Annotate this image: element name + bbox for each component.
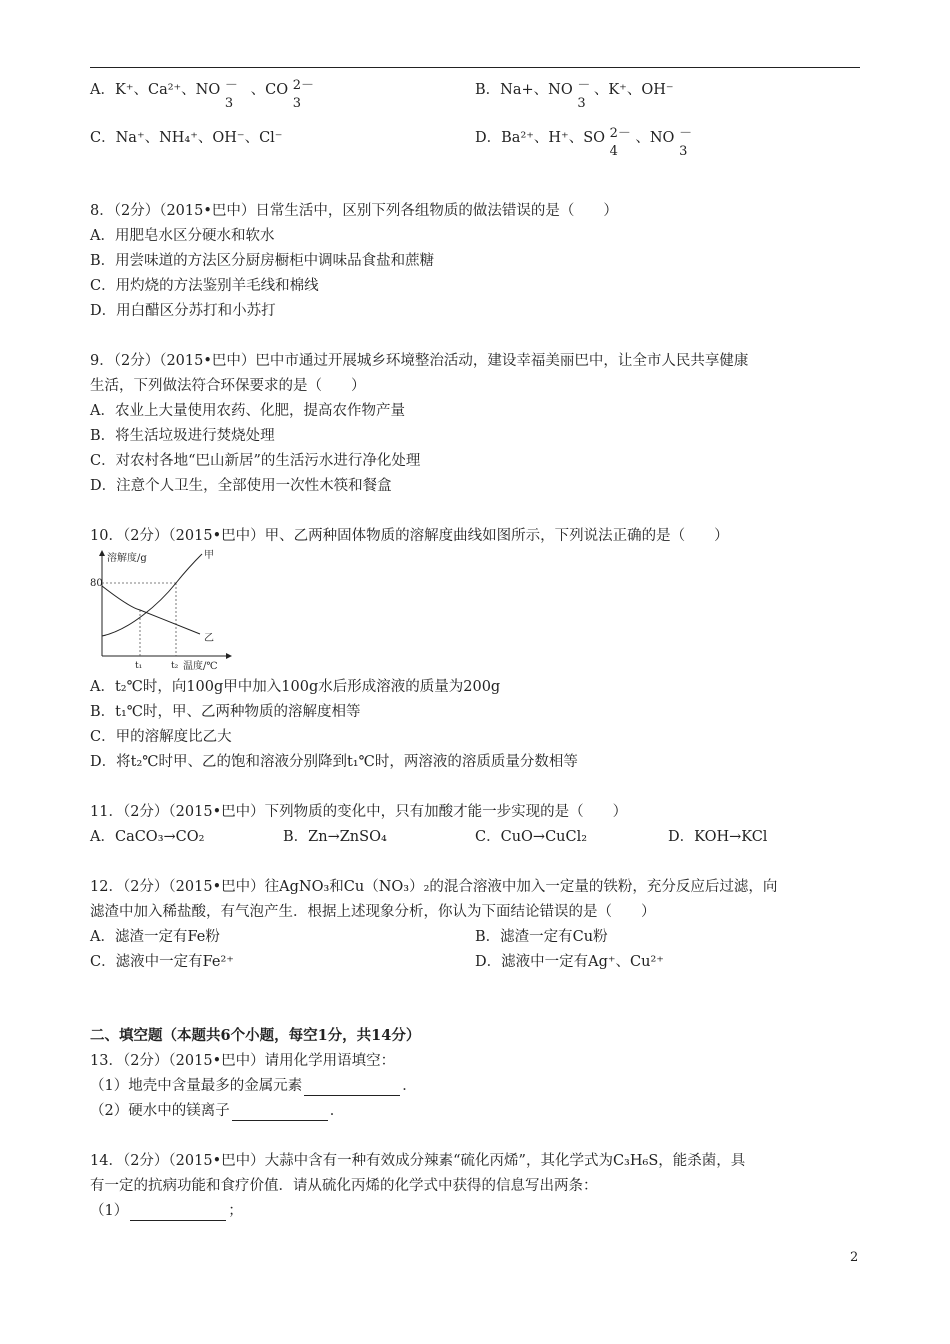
q8-option-b: B．用尝味道的方法区分厨房橱柜中调味品食盐和蔗糖 bbox=[90, 253, 435, 269]
answer-blank[interactable] bbox=[304, 1081, 400, 1096]
section-heading: 二、填空题（本题共6个小题，每空1分，共14分） bbox=[90, 1027, 421, 1044]
ion-no3: － 3 bbox=[577, 78, 591, 111]
q11-option-a: A．CaCO₃→CO₂ bbox=[90, 829, 205, 845]
q14-item-1: （1） ； bbox=[90, 1203, 243, 1219]
q10-option-b: B．t₁℃时，甲、乙两种物质的溶解度相等 bbox=[90, 704, 361, 720]
y-axis-label: 溶解度/g bbox=[107, 553, 147, 564]
q14-item-1-text: （1） bbox=[90, 1203, 129, 1219]
q12-stem-2: 滤渣中加入稀盐酸，有气泡产生．根据上述现象分析，你认为下面结论错误的是（ ） bbox=[90, 904, 656, 920]
q14-stem-2: 有一定的抗病功能和食疗价值．请从硫化丙烯的化学式中获得的信息写出两条： bbox=[90, 1178, 598, 1194]
x-tick-t2: t₂ bbox=[171, 661, 179, 671]
q10-stem: 10．（2分）（2015•巴中）甲、乙两种固体物质的溶解度曲线如图所示，下列说法正确的是（ ） bbox=[90, 528, 729, 544]
q13-item-2: （2）硬水中的镁离子 ． bbox=[90, 1103, 345, 1119]
q13-item-2-text: （2）硬水中的镁离子 bbox=[90, 1103, 230, 1119]
ion-no3: － 3 bbox=[679, 126, 693, 159]
q7-option-c: C．Na⁺、NH₄⁺、OH⁻、Cl⁻ bbox=[90, 130, 283, 146]
x-axis-arrow bbox=[226, 653, 232, 659]
q7-option-b: B．Na+、NO － 3 、K⁺、OH⁻ bbox=[475, 78, 674, 111]
q10-option-a: A．t₂℃时，向100g甲中加入100g水后形成溶液的质量为200g bbox=[90, 679, 501, 695]
answer-blank[interactable] bbox=[232, 1106, 328, 1121]
q12-stem-1: 12．（2分）（2015•巴中）往AgNO₃和Cu（NO₃）₂的混合溶液中加入一定量的铁粉，充分反应后过滤，向 bbox=[90, 879, 778, 895]
q11-option-d: D．KOH→KCl bbox=[668, 829, 768, 845]
ion-so4: 2－ 4 bbox=[609, 126, 631, 159]
page-number: 2 bbox=[850, 1250, 859, 1265]
q9-stem-1: 9．（2分）（2015•巴中）巴中市通过开展城乡环境整治活动，建设幸福美丽巴中，让全市人民共享健康 bbox=[90, 353, 749, 369]
q9-option-c: C．对农村各地“巴山新居”的生活污水进行净化处理 bbox=[90, 453, 421, 469]
q9-stem-2: 生活，下列做法符合环保要求的是（ ） bbox=[90, 378, 366, 394]
solubility-curve-chart bbox=[90, 548, 232, 672]
q11-option-b: B．Zn→ZnSO₄ bbox=[283, 829, 387, 845]
series-jia-label: 甲 bbox=[204, 550, 214, 561]
q12-option-a: A．滤渣一定有Fe粉 bbox=[90, 929, 220, 945]
ion-co3: 2－ 3 bbox=[292, 78, 314, 111]
y-axis-arrow bbox=[99, 550, 105, 556]
series-yi-label: 乙 bbox=[204, 633, 214, 644]
x-tick-t1: t₁ bbox=[135, 661, 143, 671]
x-axis-label: 温度/℃ bbox=[183, 661, 218, 672]
q12-option-d: D．滤液中一定有Ag⁺、Cu²⁺ bbox=[475, 954, 664, 970]
q9-option-d: D．注意个人卫生，全部使用一次性木筷和餐盒 bbox=[90, 478, 392, 494]
series-jia-curve bbox=[102, 554, 202, 636]
q9-option-b: B．将生活垃圾进行焚烧处理 bbox=[90, 428, 275, 444]
q13-stem: 13．（2分）（2015•巴中）请用化学用语填空： bbox=[90, 1053, 396, 1069]
q8-option-c: C．用灼烧的方法鉴别羊毛线和棉线 bbox=[90, 278, 319, 294]
q12-option-c: C．滤液中一定有Fe²⁺ bbox=[90, 954, 234, 970]
answer-blank[interactable] bbox=[130, 1206, 226, 1221]
q10-option-c: C．甲的溶解度比乙大 bbox=[90, 729, 232, 745]
q14-stem-1: 14．（2分）（2015•巴中）大蒜中含有一种有效成分辣素“硫化丙烯”，其化学式为C₃H₆S，能杀菌，具 bbox=[90, 1153, 746, 1169]
q7-option-a: A．K⁺、Ca²⁺、NO － 3 、CO 2－ 3 bbox=[90, 80, 318, 100]
q11-stem: 11．（2分）（2015•巴中）下列物质的变化中，只有加酸才能一步实现的是（ ） bbox=[90, 804, 628, 820]
ion-no3: － 3 bbox=[224, 78, 238, 111]
q12-option-b: B．滤渣一定有Cu粉 bbox=[475, 929, 608, 945]
q13-item-1: （1）地壳中含量最多的金属元素 ． bbox=[90, 1078, 417, 1094]
q13-item-1-text: （1）地壳中含量最多的金属元素 bbox=[90, 1078, 303, 1094]
q7-option-d: D．Ba²⁺、H⁺、SO 2－ 4 、NO － 3 bbox=[475, 128, 705, 148]
q10-option-d: D．将t₂℃时甲、乙的饱和溶液分别降到t₁℃时，两溶液的溶质质量分数相等 bbox=[90, 754, 578, 770]
q8-stem: 8．（2分）（2015•巴中）日常生活中，区别下列各组物质的做法错误的是（ ） bbox=[90, 203, 618, 219]
series-yi-curve bbox=[102, 586, 200, 634]
q9-option-a: A．农业上大量使用农药、化肥，提高农作物产量 bbox=[90, 403, 405, 419]
q8-option-a: A．用肥皂水区分硬水和软水 bbox=[90, 228, 275, 244]
y-tick-80: 80 bbox=[90, 578, 103, 589]
q11-option-c: C．CuO→CuCl₂ bbox=[475, 829, 588, 845]
q8-option-d: D．用白醋区分苏打和小苏打 bbox=[90, 303, 276, 319]
header-rule bbox=[90, 67, 860, 68]
